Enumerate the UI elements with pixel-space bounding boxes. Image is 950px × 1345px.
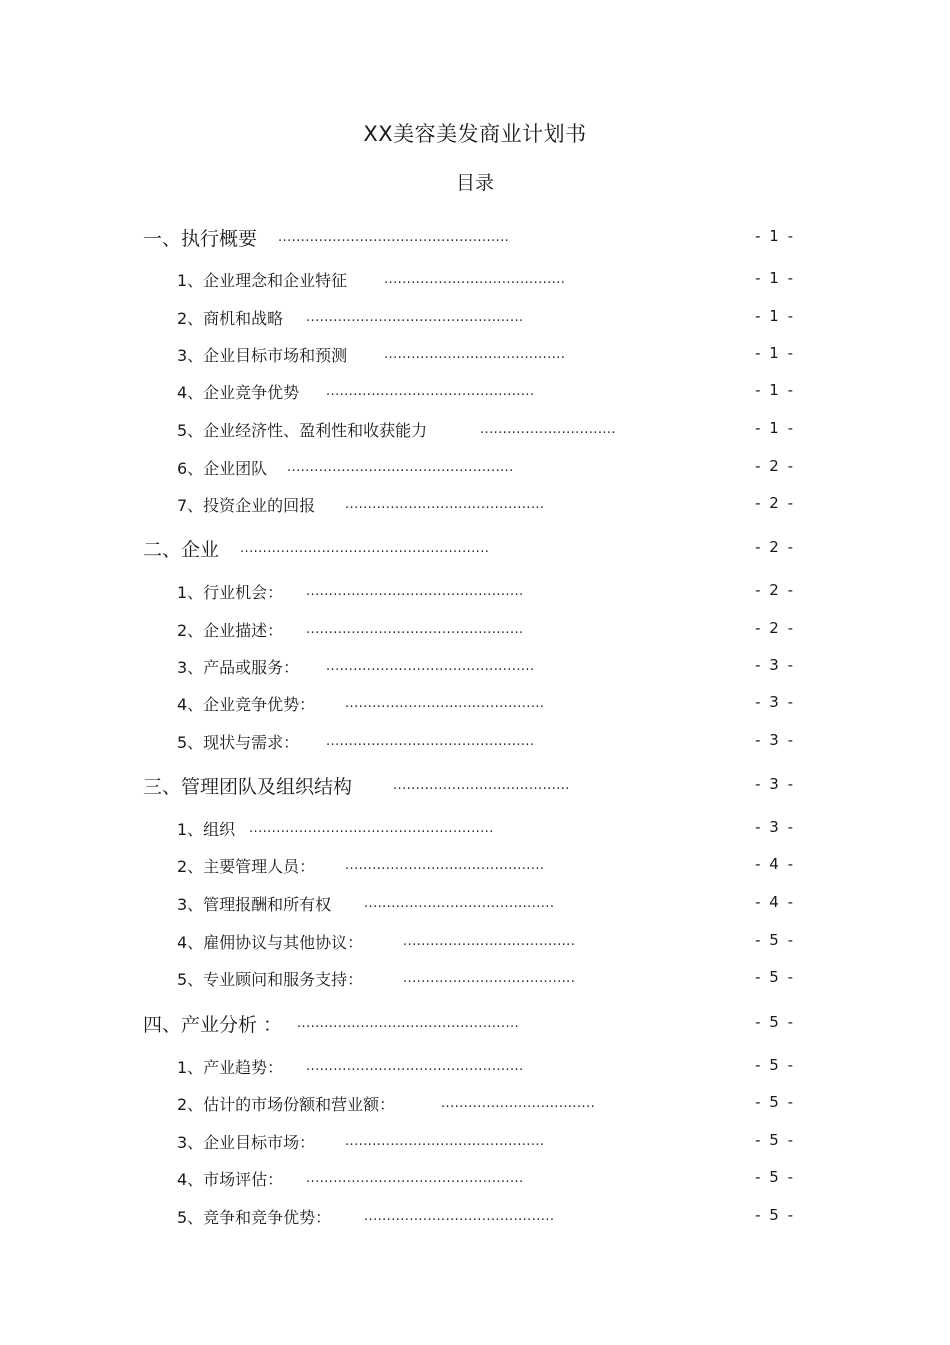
toc-leader-dots: ................................................ — [306, 584, 524, 599]
toc-leader-dots: .......................................... — [364, 1209, 555, 1224]
toc-item-label: 6、企业团队 — [177, 459, 268, 478]
toc-item-row[interactable] — [0, 343, 950, 373]
toc-item-row[interactable] — [0, 493, 950, 523]
toc-leader-dots: .............................. — [480, 422, 616, 437]
toc-item-label: 3、企业目标市场和预测 — [177, 346, 348, 365]
toc-page-number: - 2 - — [755, 619, 795, 637]
toc-item-row[interactable] — [0, 692, 950, 722]
toc-item-label: 1、产业趋势： — [177, 1058, 284, 1077]
toc-item-label: 1、组织 — [177, 820, 236, 839]
toc-leader-dots: ............................................ — [345, 1134, 545, 1149]
toc-item-row[interactable] — [0, 892, 950, 922]
toc-page-number: - 1 - — [755, 419, 795, 437]
toc-item-label: 2、估计的市场份额和营业额： — [177, 1095, 396, 1114]
toc-leader-dots: ................................................... — [278, 230, 510, 245]
toc-page-number: - 3 - — [755, 693, 795, 711]
toc-page-number: - 3 - — [755, 656, 795, 674]
toc-item-row[interactable] — [0, 1167, 950, 1197]
toc-page-number: - 1 - — [755, 381, 795, 399]
toc-item-label: 2、主要管理人员： — [177, 857, 316, 876]
toc-section-label: 二、企业 — [143, 539, 220, 561]
toc-item-label: 4、雇佣协议与其他协议： — [177, 933, 364, 952]
toc-item-label: 4、企业竞争优势： — [177, 695, 316, 714]
toc-leader-dots: ................................................ — [306, 310, 524, 325]
toc-item-row[interactable] — [0, 306, 950, 336]
toc-page-number: - 5 - — [755, 1168, 795, 1186]
toc-section-row[interactable] — [0, 1010, 950, 1040]
toc-page-number: - 2 - — [755, 581, 795, 599]
toc-section-label: 三、管理团队及组织结构 — [143, 776, 353, 798]
toc-page-number: - 3 - — [755, 731, 795, 749]
toc-item-row[interactable] — [0, 618, 950, 648]
toc-page-number: - 5 - — [755, 1206, 795, 1224]
toc-item-row[interactable] — [0, 854, 950, 884]
toc-item-label: 2、企业描述： — [177, 621, 284, 640]
toc-page-number: - 5 - — [755, 968, 795, 986]
toc-page-number: - 5 - — [755, 931, 795, 949]
toc-page-number: - 5 - — [755, 1093, 795, 1111]
toc-item-row[interactable] — [0, 580, 950, 610]
toc-item-row[interactable] — [0, 655, 950, 685]
toc-section-label: 四、产业分析 ： — [143, 1014, 283, 1036]
toc-page-number: - 5 - — [755, 1131, 795, 1149]
toc-leader-dots: ...................................... — [403, 934, 576, 949]
toc-item-label: 5、现状与需求： — [177, 733, 300, 752]
toc-leader-dots: .............................................. — [326, 734, 535, 749]
toc-item-label: 5、竞争和竞争优势： — [177, 1208, 332, 1227]
toc-page-number: - 1 - — [755, 269, 795, 287]
toc-heading: 目录 — [455, 172, 494, 194]
toc-item-label: 5、专业顾问和服务支持： — [177, 970, 364, 989]
toc-item-row[interactable] — [0, 930, 950, 960]
toc-page-number: - 1 - — [755, 227, 795, 245]
toc-item-row[interactable] — [0, 1092, 950, 1122]
toc-leader-dots: ........................................ — [384, 347, 566, 362]
toc-leader-dots: .................................. — [441, 1096, 596, 1111]
toc-leader-dots: .................................................. — [287, 460, 514, 475]
toc-item-label: 3、企业目标市场： — [177, 1133, 316, 1152]
toc-item-label: 5、企业经济性、盈利性和收获能力 — [177, 421, 428, 440]
toc-item-row[interactable] — [0, 418, 950, 448]
toc-leader-dots: ...................................... — [403, 971, 576, 986]
toc-item-label: 3、产品或服务： — [177, 658, 300, 677]
toc-leader-dots: ....................................................... — [240, 541, 490, 556]
toc-page-number: - 1 - — [755, 307, 795, 325]
toc-leader-dots: ................................................ — [306, 1171, 524, 1186]
toc-leader-dots: ................................................ — [306, 1059, 524, 1074]
toc-item-row[interactable] — [0, 456, 950, 486]
toc-item-row[interactable] — [0, 967, 950, 997]
toc-leader-dots: ................................................ — [306, 622, 524, 637]
toc-leader-dots: ............................................ — [345, 858, 545, 873]
toc-item-label: 4、企业竞争优势 — [177, 383, 300, 402]
toc-page-number: - 2 - — [755, 494, 795, 512]
toc-item-label: 7、投资企业的回报 — [177, 496, 316, 515]
toc-page-number: - 5 - — [755, 1013, 795, 1031]
toc-item-row[interactable] — [0, 380, 950, 410]
toc-leader-dots: ............................................ — [345, 696, 545, 711]
toc-section-label: 一、执行概要 — [143, 228, 258, 250]
toc-item-label: 1、企业理念和企业特征 — [177, 271, 348, 290]
toc-item-row[interactable] — [0, 1130, 950, 1160]
toc-leader-dots: ....................................... — [393, 778, 570, 793]
document-title: XX美容美发商业计划书 — [363, 122, 587, 146]
toc-item-row[interactable] — [0, 268, 950, 298]
toc-page-number: - 2 - — [755, 538, 795, 556]
toc-page-number: - 4 - — [755, 855, 795, 873]
toc-item-row[interactable] — [0, 817, 950, 847]
toc-item-row[interactable] — [0, 1055, 950, 1085]
toc-page-number: - 2 - — [755, 457, 795, 475]
toc-section-row[interactable] — [0, 772, 950, 802]
toc-page-number: - 3 - — [755, 775, 795, 793]
toc-item-row[interactable] — [0, 730, 950, 760]
toc-page-number: - 3 - — [755, 818, 795, 836]
toc-leader-dots: ............................................ — [345, 497, 545, 512]
toc-item-label: 1、行业机会： — [177, 583, 284, 602]
toc-leader-dots: .......................................... — [364, 896, 555, 911]
toc-section-row[interactable] — [0, 535, 950, 565]
toc-page-number: - 1 - — [755, 344, 795, 362]
toc-item-label: 2、商机和战略 — [177, 309, 284, 328]
toc-item-label: 3、管理报酬和所有权 — [177, 895, 332, 914]
toc-leader-dots: ................................................. — [297, 1016, 520, 1031]
toc-section-row[interactable] — [0, 224, 950, 254]
toc-item-row[interactable] — [0, 1205, 950, 1235]
toc-item-label: 4、市场评估： — [177, 1170, 284, 1189]
toc-leader-dots: ...................................................... — [249, 821, 494, 836]
toc-page-number: - 5 - — [755, 1056, 795, 1074]
toc-leader-dots: .............................................. — [326, 384, 535, 399]
toc-leader-dots: ........................................ — [384, 272, 566, 287]
toc-leader-dots: .............................................. — [326, 659, 535, 674]
toc-page-number: - 4 - — [755, 893, 795, 911]
